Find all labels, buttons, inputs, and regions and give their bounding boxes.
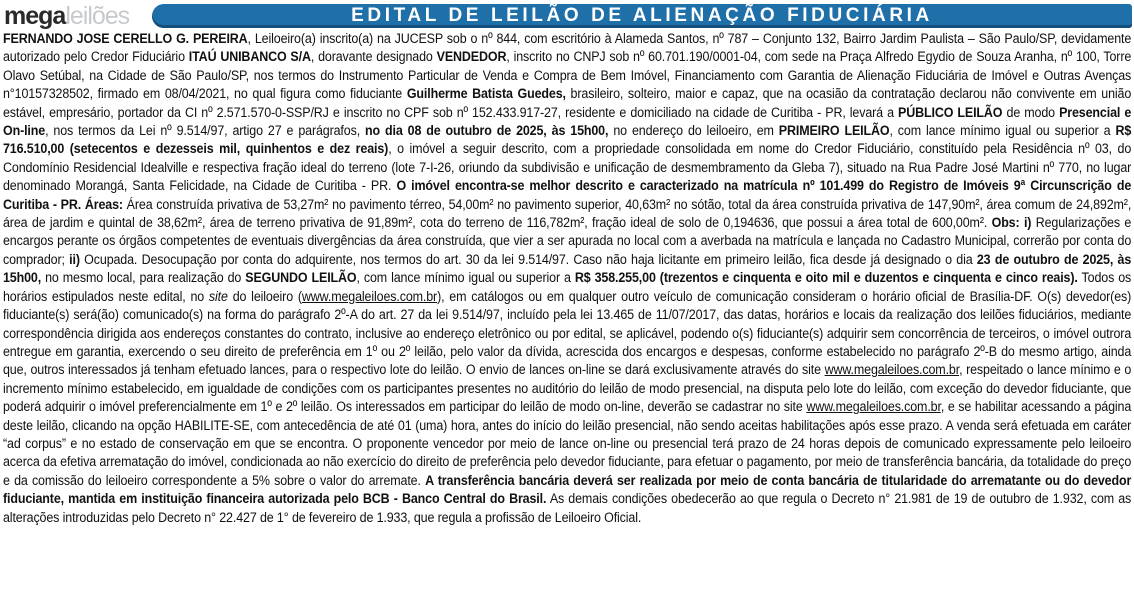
text-segment: , nos termos da Lei nº 9.514/97, artigo 27 e parágrafos, <box>45 123 366 140</box>
text-segment: de modo <box>1002 104 1060 121</box>
text-segment: Todos os horários estipulados neste edital, no <box>3 270 1132 305</box>
auction-mode: Presencial e On-line <box>3 104 1132 140</box>
text-segment: , e se habilitar acessando a página deste leilão, clicando na opção HABILITE-SE, com antecedência de até 01 (uma) hora, antes do início do leilão presencial, não sendo aceitas habilitações após esse prazo. A venda será efetuada em caráter “ad corpus” e no estado de conservação em que se encontra. O proponente vencedor por meio de lance on-line ou presencial terá prazo de 24 horas depois de comunicado expressamente pelo leiloeiro acerca da efetiva arrematação do imóvel, condicionada ao não exercício do direito de preferência pelo devedor fiduciante, para efetuar o pagamento, por meio de transferência bancária, da totalidade do preço e da comissão do leiloeiro correspondente a 5% sobre o valor do arremate. <box>3 399 1132 489</box>
first-auction-label: PRIMEIRO LEILÃO <box>778 123 890 140</box>
edital-body <box>3 30 1131 588</box>
obs-ii-label: ii) <box>69 251 80 268</box>
logo-part-mega: mega <box>4 2 66 30</box>
text-segment: Área construída privativa de 53,27m² no pavimento térreo, 54,00m² no pavimento superior, 40,63m² no sótão, total da área construída privativa de 147,90m², área comum de 24,892m², área de jardim e quintal de 38,62m², área de terreno privativa de 91,89m², cota do terreno de 116,782m², fração ideal de solo de 0,194636, que possui a área total de 600,00m². <box>3 196 1132 232</box>
website-link[interactable]: www.megaleiloes.com.br <box>824 362 960 379</box>
logo-part-leiloes: leilões <box>65 2 130 30</box>
text-segment: no endereço do leiloeiro, em <box>608 123 779 140</box>
text-segment: , inscrito no CNPJ sob nº 60.701.190/0001-04, com sede na Praça Alfredo Egydio de Souza Aranha, nº 100, Torre Olavo Setúbal, na Cidade de São Paulo/SP, nos termos do Instrumento Particular de Venda e Compra de Bem Imóvel, Financiamento com Garantia de Alienação Fiduciária de Imóvel e Outras Avenças n°10157328502, firmado em 08/04/2021, no qual figura como fiduciante <box>3 49 1132 103</box>
header <box>2 4 1132 30</box>
auctioneer-name: FERNANDO JOSE CERELLO G. PEREIRA <box>3 31 248 47</box>
text-segment: , doravante designado <box>310 49 437 66</box>
text-segment: no mesmo local, para realização do <box>41 270 246 287</box>
registry-info: O imóvel encontra-se melhor descrito e caracterizado na matrícula nº 101.499 do Registro de Imóveis 9ª Circunscrição de Curitiba - PR. Áreas: <box>3 178 1132 213</box>
second-auction-minimum: R$ 358.255,00 (trezentos e cinquenta e oito mil e duzentos e cinquenta e cinco reais). <box>574 270 1078 287</box>
logo-megaleiloes <box>4 3 129 29</box>
text-segment: , com lance mínimo igual ou superior a <box>356 270 575 287</box>
website-link[interactable]: www.megaleiloes.com.br <box>806 399 941 416</box>
first-auction-minimum: R$ 716.510,00 (setecentos e dezesseis mil, quinhentos e dez reais) <box>3 123 1132 158</box>
text-segment: Regularizações e encargos perante os órgãos competentes de eventuais divergências da área construída, que vier a ser apurada no local com a averbada na matrícula e lançada no Cadastro Municipal, correrão por conta do comprador; <box>3 215 1132 268</box>
text-segment: , com lance mínimo igual ou superior a <box>889 123 1116 140</box>
text-segment: ), em catálogos ou em qualquer outro veículo de comunicação consideram o horário oficial de Brasília-DF. O(s) devedor(es) fiduciante(s) será(ão) comunicado(s) na forma do parágrafo 2º-A do art. 27 da lei 9.514/97, incluído pela lei 13.465 de 11/07/2017, das datas, horários e locais da realização dos leilões fiduciários, mediante correspondência dirigida aos endereços constantes do contrato, inclusive ao endereço eletrônico ou por edital, se aplicável, podendo o(s) fiduciante(s) adquirir sem concorrência de terceiros, o imóvel outrora entregue em garantia, exercendo o seu direito de preferência em 1º ou 2º leilão, pelo valor da dívida, acrescida dos encargos e despesas, conforme estabelecido no parágrafo 2º-B do mesmo artigo, ainda que, outros interessados já tenham efetuado lances, para o respectivo lote do leilão. O envio de lances on-line se dará exclusivamente através do site <box>3 288 1132 379</box>
bank-transfer-notice: A transferência bancária deverá ser realizada por meio de conta bancária de titularidade do arrematante ou do devedor fiduciante, mantida em instituição financeira autorizada pelo BCB - Banco Central do Brasil. <box>3 472 1132 508</box>
text-segment: , o imóvel a seguir descrito, com a propriedade consolidada em nome do Credor Fiduciário, constituído pela Residência nº 03, do Condomínio Residencial Idealville e respectiva fração ideal do terreno (lote 7-I-26, oriundo da subdivisão e unificação de desmembramento da Gleba 7), situado na Rua Padre José Martini nº 770, no lugar denominado Morangá, Santa Felicidade, na Cidade de Curitiba - PR. <box>3 141 1132 195</box>
first-auction-date: no dia 08 de outubro de 2025, às 15h00, <box>365 123 609 140</box>
creditor-name: ITAÚ UNIBANCO S/A <box>188 49 311 66</box>
text-segment: As demais condições obedecerão ao que regula o Decreto n° 21.981 de 19 de outubro de 1.932, com as alterações introduzidas pelo Decreto n° 22.427 de 1° de fevereiro de 1.933, que regula a profissão de Leiloeiro Oficial. <box>3 491 1132 526</box>
seller-label: VENDEDOR <box>436 49 507 66</box>
title-banner <box>152 4 1132 28</box>
site-word: site <box>208 288 228 305</box>
text-segment: , Leiloeiro(a) inscrito(a) na JUCESP sob o nº 844, com escritório à Alameda Santos, nº 787 – Conjunto 132, Bairro Jardim Paulista – São Paulo/SP, devidamente autorizado pelo Credor Fiduciário <box>3 31 1132 66</box>
website-link[interactable]: www.megaleiloes.com.br <box>301 288 438 305</box>
second-auction-date: 23 de outubro de 2025, às 15h00, <box>3 251 1132 287</box>
text-segment: do leiloeiro ( <box>227 288 302 305</box>
obs-label: Obs: i) <box>991 215 1032 232</box>
second-auction-label: SEGUNDO LEILÃO <box>245 270 357 287</box>
text-segment: brasileiro, solteiro, maior e capaz, que na ocasião da contratação declarou não convivente em união estável, empresário, portador da CI nº 2.571.570-0-SSP/RJ e inscrito no CPF sob nº 152.433.917-27, residente e domiciliado na cidade de Curitiba - PR, levará a <box>3 86 1132 121</box>
fiduciante-name: Guilherme Batista Guedes, <box>406 86 566 103</box>
text-segment: Ocupada. Desocupação por conta do adquirente, nos termos do art. 30 da lei 9.514/97. Caso não haja licitante em primeiro leilão, fica desde já designado o dia <box>79 251 977 268</box>
public-auction-label: PÚBLICO LEILÃO <box>898 104 1003 121</box>
text-segment: , respeitado o lance mínimo e o incremento mínimo estabelecido, em igualdade de condições com os participantes presentes no auditório do leilão de modo presencial, na disputa pelo lote do leilão, com exceção do devedor fiduciante, que poderá adquirir o imóvel preferencialmente em 1º e 2º leilão. Os interessados em participar do leilão de modo on-line, deverão se cadastrar no site <box>3 362 1132 416</box>
page-title: EDITAL DE LEILÃO DE ALIENAÇÃO FIDUCIÁRIA <box>351 5 933 26</box>
